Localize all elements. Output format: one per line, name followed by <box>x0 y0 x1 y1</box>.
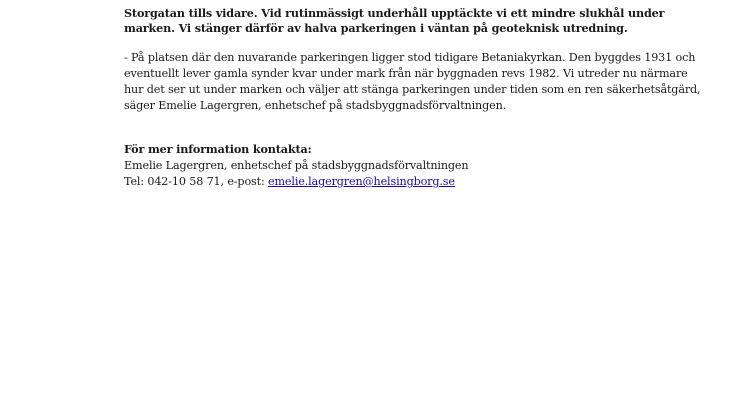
intro-paragraph-line-2: marken. Vi stänger därför av halva parkeringen i väntan på geoteknisk utredning. <box>124 21 628 35</box>
quote-line-2: eventuellt lever gamla synder kvar under mark från när byggnaden revs 1982. Vi utreder nu närmare <box>124 67 688 80</box>
quote-line-3: hur det ser ut under marken och väljer att stänga parkeringen under tiden som en ren säkerhetsåtgärd, <box>124 83 701 96</box>
email-link[interactable]: emelie.lagergren@helsingborg.se <box>268 175 455 188</box>
contact-tel-line <box>124 174 455 190</box>
quote-line-4: säger Emelie Lagergren, enhetschef på stadsbyggnadsförvaltningen. <box>124 99 507 112</box>
intro-paragraph-line-1: Storgatan tills vidare. Vid rutinmässigt underhåll upptäckte vi ett mindre slukhål under <box>124 6 665 20</box>
contact-name-line: Emelie Lagergren, enhetschef på stadsbyggnadsförvaltningen <box>124 159 469 172</box>
contact-heading: För mer information kontakta: <box>124 142 312 156</box>
quote-line-1: - På platsen där den nuvarande parkeringen ligger stod tidigare Betaniakyrkan. Den byggdes 1931 och <box>124 51 696 64</box>
contact-tel-prefix: Tel: 042-10 58 71, e-post: <box>124 175 268 188</box>
